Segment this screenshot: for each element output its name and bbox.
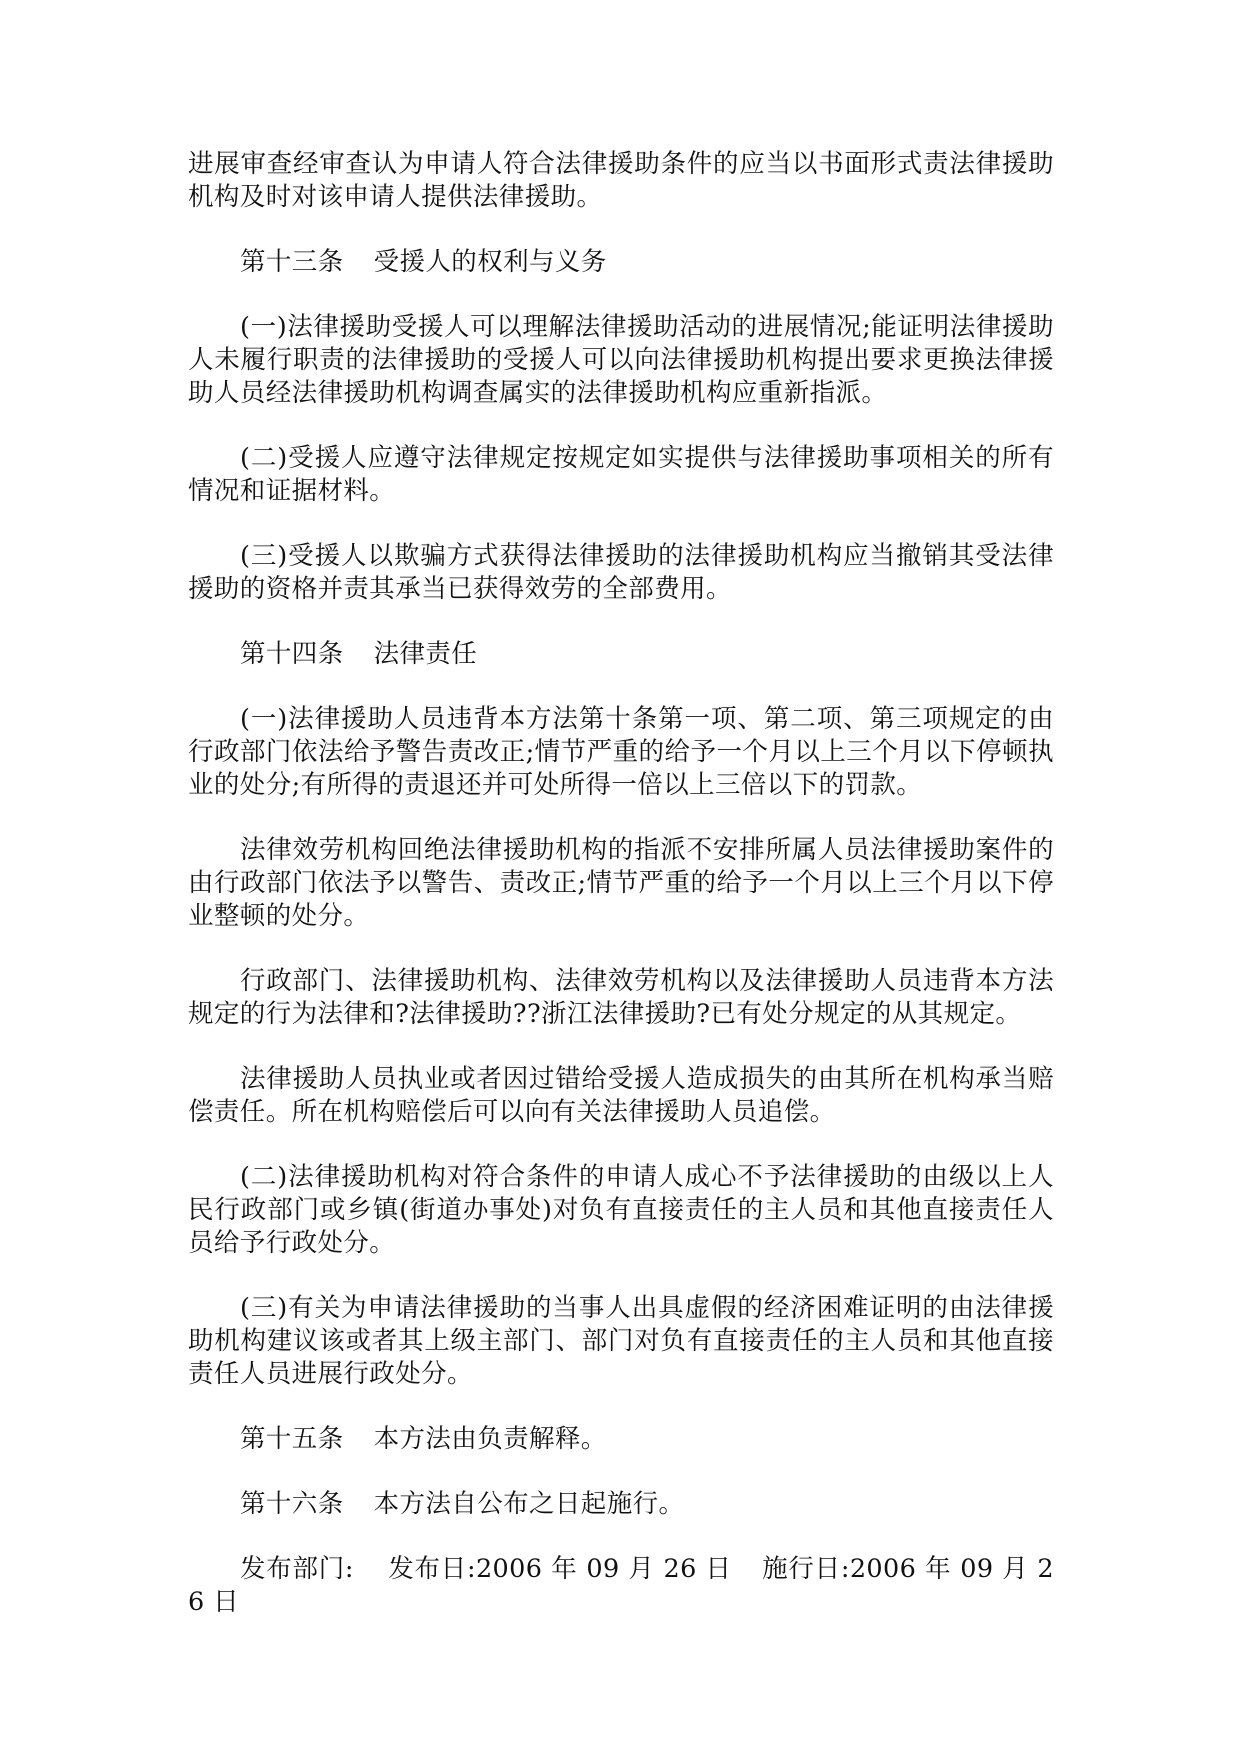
- article-number: 第十四条: [240, 639, 344, 669]
- article-number: 第十五条: [240, 1424, 344, 1454]
- document-body: [188, 148, 1054, 1651]
- article-14-heading: [188, 638, 1054, 671]
- article-13-item-2: (二)受援人应遵守法律规定按规定如实提供与法律援助事项相关的所有情况和证据材料。: [188, 443, 1054, 506]
- issue-date: 2006 年 09 月 26 日: [475, 1554, 732, 1584]
- article-15: [188, 1423, 1054, 1456]
- article-text: 本方法自公布之日起施行。: [373, 1489, 685, 1519]
- article-13-item-3: (三)受援人以欺骗方式获得法律援助的法律援助机构应当撤销其受法律援助的资格并责其承当已获得效劳的全部费用。: [188, 541, 1054, 604]
- article-14-paragraph-3: 行政部门、法律援助机构、法律效劳机构以及法律援助人员违背本方法规定的行为法律和?法律援助??浙江法律援助?已有处分规定的从其规定。: [188, 966, 1054, 1029]
- article-14-item-3: (三)有关为申请法律援助的当事人出具虚假的经济困难证明的由法律援助机构建议该或者其上级主部门、部门对负有直接责任的主人员和其他直接责任人员进展行政处分。: [188, 1293, 1054, 1389]
- paragraph-continuation: 进展审查经审查认为申请人符合法律援助条件的应当以书面形式责法律援助机构及时对该申请人提供法律援助。: [188, 149, 1054, 212]
- article-13-heading: [188, 246, 1054, 279]
- article-14-paragraph-4: 法律援助人员执业或者因过错给受援人造成损失的由其所在机构承当赔偿责任。所在机构赔偿后可以向有关法律援助人员追偿。: [188, 1064, 1054, 1127]
- article-13-item-1: (一)法律援助受援人可以理解法律援助活动的进展情况;能证明法律援助人未履行职责的法律援助的受援人可以向法律援助机构提出要求更换法律援助人员经法律援助机构调查属实的法律援助机构应重新指派。: [188, 312, 1054, 408]
- effective-label: 施行日:: [761, 1554, 850, 1584]
- publication-info: [188, 1553, 1054, 1619]
- article-number: 第十三条: [240, 247, 344, 277]
- article-text: 本方法由负责解释。: [373, 1424, 607, 1454]
- article-number: 第十六条: [240, 1489, 344, 1519]
- issue-label: 发布日:: [387, 1554, 476, 1584]
- article-16: [188, 1488, 1054, 1521]
- article-14-paragraph-2: 法律效劳机构回绝法律援助机构的指派不安排所属人员法律援助案件的由行政部门依法予以警告、责改正;情节严重的给予一个月以上三个月以下停业整顿的处分。: [188, 835, 1054, 931]
- effective-date: 2006 年 09 月 26 日: [188, 1554, 1054, 1617]
- article-title: 受援人的权利与义务: [373, 247, 607, 277]
- article-14-item-2: (二)法律援助机构对符合条件的申请人成心不予法律援助的由级以上人民行政部门或乡镇(街道办事处)对负有直接责任的主人员和其他直接责任人员给予行政处分。: [188, 1162, 1054, 1258]
- article-title: 法律责任: [373, 639, 478, 669]
- article-14-item-1: (一)法律援助人员违背本方法第十条第一项、第二项、第三项规定的由行政部门依法给予警告责改正;情节严重的给予一个月以上三个月以下停顿执业的处分;有所得的责退还并可处所得一倍以上三倍以下的罚款。: [188, 704, 1054, 800]
- dept-label: 发布部门:: [240, 1554, 354, 1584]
